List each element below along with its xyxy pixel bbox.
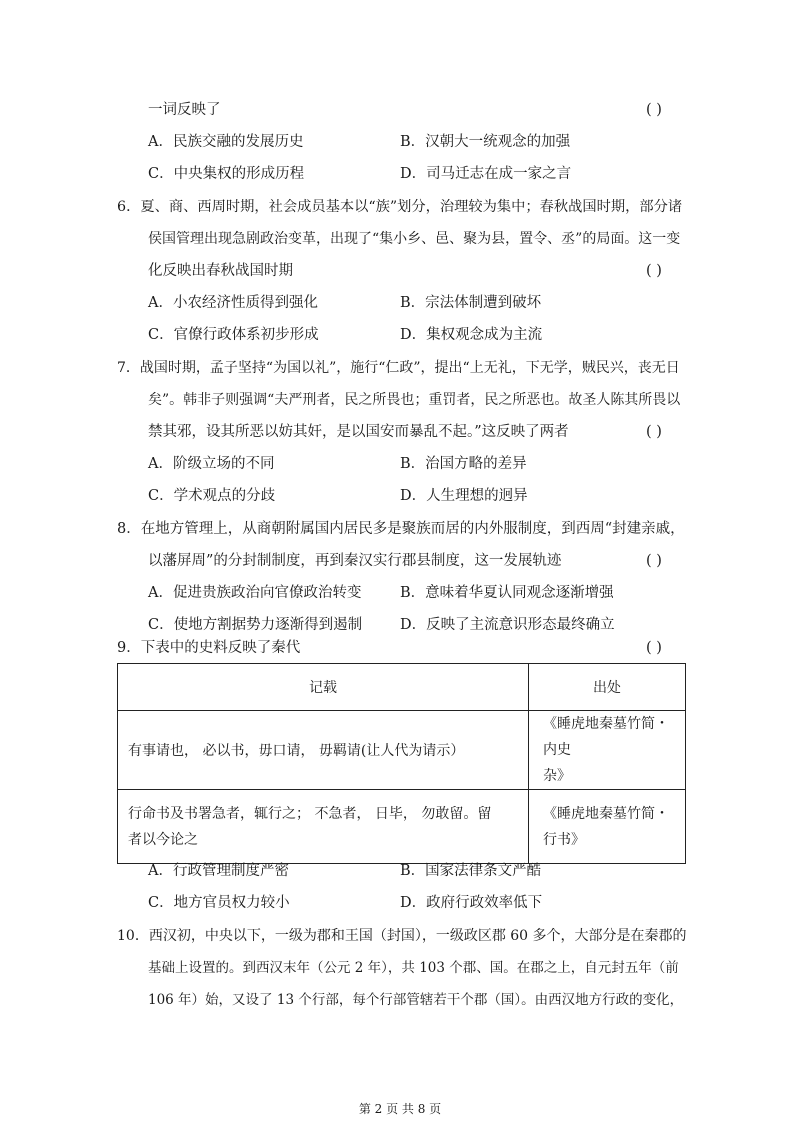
q6-option-c: C．官僚行政体系初步形成	[148, 327, 319, 343]
q5-option-b: B．汉朝大一统观念的加强	[400, 134, 571, 150]
q7-option-b: B．治国方略的差异	[400, 456, 527, 472]
q5-option-d: D．司马迁志在成一家之言	[400, 166, 572, 182]
table-row	[118, 790, 686, 864]
q5-option-c: C．中央集权的形成历程	[148, 166, 305, 182]
row1-source-line2: 杂》	[543, 768, 571, 784]
q9-option-d: D．政府行政效率低下	[400, 895, 543, 911]
q8-option-a: A．促进贵族政治向官僚政治转变	[148, 585, 362, 601]
q6-option-a: A．小农经济性质得到强化	[148, 295, 318, 311]
q7-option-c: C．学术观点的分歧	[148, 488, 276, 504]
q8-stem-line1: 8．在地方管理上，从商朝附属国内居民多是聚族而居的内外服制度，到西周“封建亲戚，	[117, 521, 685, 537]
header-record: 记载	[118, 664, 529, 711]
row2-record-line2: 者以今论之	[128, 831, 198, 848]
q9-answer-paren: ( )	[646, 640, 662, 656]
table-header-row	[118, 664, 686, 711]
row2-source: 《睡虎地秦墓竹简・行书》	[529, 790, 686, 864]
row1-source-line1: 《睡虎地秦墓竹简・内史	[543, 716, 669, 758]
q9-source-table	[117, 663, 686, 864]
row2-record	[118, 790, 529, 864]
q6-answer-paren: ( )	[646, 263, 662, 279]
q5-stem-tail: 一词反映了	[148, 102, 221, 118]
q8-option-d: D．反映了主流意识形态最终确立	[400, 617, 615, 633]
q6-stem-line3: 化反映出春秋战国时期	[148, 263, 293, 279]
q8-answer-paren: ( )	[646, 553, 662, 569]
q6-option-b: B．宗法体制遭到破坏	[400, 295, 542, 311]
q7-stem-line3: 禁其邪，设其所恶以妨其奸，是以国安而暴乱不起。”这反映了两者	[148, 424, 569, 440]
q10-stem-line2: 基础上设置的。到西汉末年（公元 2 年），共 103 个郡、国。在郡之上，自元封五年（前	[148, 960, 679, 976]
q9-option-c: C．地方官员权力较小	[148, 895, 290, 911]
page-footer: 第 2 页 共 8 页	[358, 1102, 442, 1116]
q6-option-d: D．集权观念成为主流	[400, 327, 543, 343]
q9-option-b: B．国家法律条文严酷	[400, 863, 542, 879]
q9-stem: 9．下表中的史料反映了秦代	[117, 640, 301, 656]
q7-option-d: D．人生理想的迥异	[400, 488, 528, 504]
row1-record: 有事请也， 必以书，毋口请， 毋羁请(让人代为请示）	[118, 711, 529, 790]
q10-stem-line1: 10．西汉初，中央以下，一级为郡和王国（封国），一级政区郡 60 多个，大部分是在秦郡的	[117, 928, 687, 944]
q6-stem-line2: 侯国管理出现急剧政治变革，出现了“集小乡、邑、聚为县，置令、丞”的局面。这一变	[148, 231, 681, 247]
header-source: 出处	[529, 664, 686, 711]
q10-stem-line3: 106 年）始，又设了 13 个行部，每个行部管辖若干个郡（国）。由西汉地方行政的变化，	[148, 992, 684, 1008]
q8-option-c: C．使地方割据势力逐渐得到遏制	[148, 617, 363, 633]
q6-stem-line1: 6．夏、商、西周时期，社会成员基本以“族”划分，治理较为集中；春秋战国时期，部分诸	[117, 199, 683, 215]
q9-option-a: A．行政管理制度严密	[148, 863, 289, 879]
q7-answer-paren: ( )	[646, 424, 662, 440]
q5-answer-paren: ( )	[646, 102, 662, 118]
row1-source	[529, 711, 686, 790]
table-row	[118, 711, 686, 790]
row2-record-line1: 行命书及书署急者，辄行之； 不急者， 日毕， 勿敢留。留	[128, 805, 492, 822]
q7-option-a: A．阶级立场的不同	[148, 456, 275, 472]
q8-option-b: B．意味着华夏认同观念逐渐增强	[400, 585, 614, 601]
q7-stem-line1: 7．战国时期，孟子坚持“为国以礼”，施行“仁政”，提出“上无礼，下无学，贼民兴，丧无日	[117, 360, 680, 376]
q5-option-a: A．民族交融的发展历史	[148, 134, 304, 150]
q7-stem-line2: 矣”。韩非子则强调“夫严刑者，民之所畏也；重罚者，民之所恶也。故圣人陈其所畏以	[148, 392, 681, 408]
q8-stem-line2: 以藩屏周”的分封制制度，再到秦汉实行郡县制度，这一发展轨迹	[148, 553, 562, 569]
